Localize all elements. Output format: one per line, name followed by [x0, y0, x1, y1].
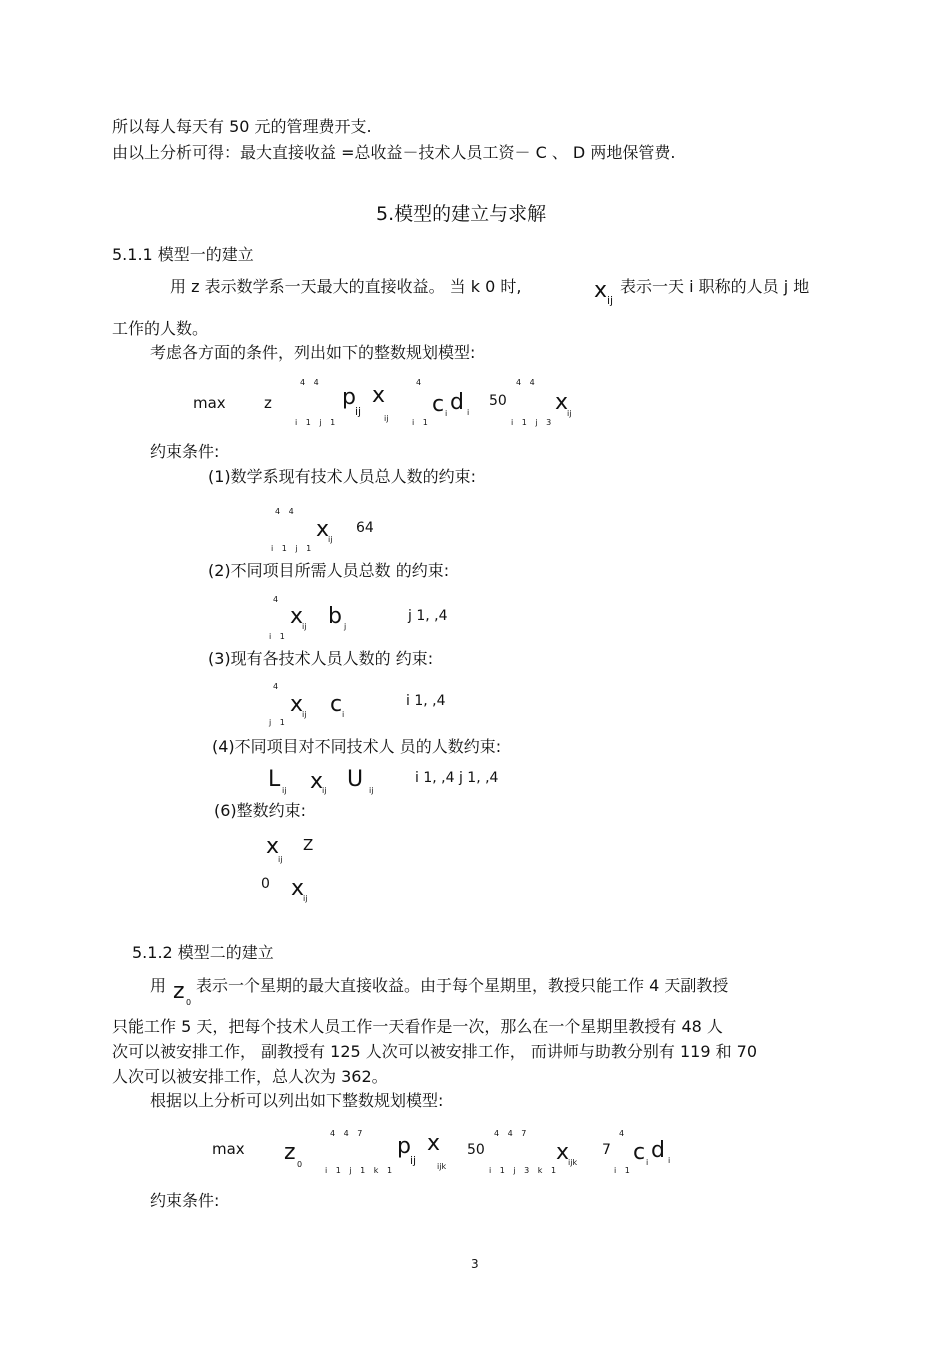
c3-x: x [290, 692, 304, 717]
obj2-d-sub: i [668, 1156, 671, 1165]
c4-U-sub: ij [369, 786, 374, 795]
c3-label: (3)现有各技术人员人数的 约束: [208, 649, 434, 668]
model2-para5: 根据以上分析可以列出如下整数规划模型: [150, 1091, 444, 1110]
model2-para4: 人次可以被安排工作，总人次为 362。 [112, 1067, 388, 1086]
obj2-z: z [284, 1140, 296, 1165]
obj2-d: d [651, 1138, 665, 1163]
obj1-sum2-upper: 4 [416, 378, 425, 387]
obj1-p: p [342, 385, 356, 410]
c3-sum-lower: j 1 [269, 718, 288, 727]
model2-para1-a: 用 [150, 976, 167, 995]
obj1-z: z [264, 394, 272, 412]
c1-sum-upper: 4 4 [275, 507, 297, 516]
model1-para2: 考虑各方面的条件，列出如下的整数规划模型: [150, 343, 476, 362]
model1-para1-a: 用 z 表示数学系一天最大的直接收益。 当 k 0 时, [170, 277, 522, 296]
c2-x: x [290, 604, 304, 629]
obj2-max: max [212, 1140, 245, 1158]
model2-z0-sub: 0 [186, 998, 192, 1007]
c4-label: (4)不同项目对不同技术人 员的人数约束: [212, 737, 502, 756]
c6-Z: Z [303, 836, 314, 854]
c2-label-text: (2)不同项目所需人员总数 的约束: [208, 561, 450, 580]
obj1-d: d [450, 390, 464, 415]
obj1-c-sub: i [445, 409, 448, 418]
obj1-sum1-upper: 4 4 [300, 378, 322, 387]
model1-para1-b: 表示一天 i 职称的人员 j 地 [620, 277, 810, 296]
c4-L-sub: ij [282, 786, 287, 795]
model2-para3: 次可以被安排工作， 副教授有 125 人次可以被安排工作， 而讲师与助教分别有 119 和 70 [112, 1042, 758, 1061]
obj1-fifty: 50 [489, 393, 507, 409]
obj1-x-sub: ij [384, 414, 389, 423]
c4-U: U [347, 767, 364, 792]
obj2-sum1-lower: i 1 j 1 k 1 [325, 1166, 396, 1175]
c1-label: (1)数学系现有技术人员总人数的约束: [208, 467, 477, 486]
c3-range: i 1, ,4 [406, 693, 446, 709]
obj2-seven: 7 [602, 1142, 611, 1158]
c2-b: b [328, 604, 342, 629]
model2-para2: 只能工作 5 天，把每个技术人员工作一天看作是一次，那么在一个星期里教授有 48 人 [112, 1017, 723, 1036]
c6-x: x [266, 834, 280, 859]
c4-L: L [268, 767, 281, 792]
obj1-p-sub: ij [355, 405, 362, 418]
model2-para1-b: 表示一个星期的最大直接收益。由于每个星期里，教授只能工作 4 天副教授 [196, 976, 729, 995]
intro-line-2: 由以上分析可得：最大直接收益 =总收益－技术人员工资－ C 、 D 两地保管费. [112, 143, 676, 162]
obj2-p: p [397, 1134, 411, 1159]
obj1-sum2-lower: i 1 [412, 418, 431, 427]
obj2-c-sub: i [646, 1158, 649, 1167]
c1-x: x [316, 517, 330, 542]
obj2-c: c [633, 1140, 646, 1165]
obj2-fifty: 50 [467, 1142, 485, 1158]
obj1-max: max [193, 394, 226, 412]
c6-label: (6)整数约束: [214, 801, 307, 820]
obj2-x2: x [556, 1140, 570, 1165]
c6-x2-sub: ij [303, 894, 308, 903]
obj1-sum3-lower: i 1 j 3 [511, 418, 555, 427]
c3-c-sub: i [342, 710, 345, 719]
model1-para1-x: x [594, 278, 608, 303]
c2-x-sub: ij [302, 622, 307, 631]
obj2-sum2-lower: i 1 j 3 k 1 [489, 1166, 560, 1175]
c3-sum-upper: 4 [273, 682, 282, 691]
c2-sum-upper: 4 [273, 595, 282, 604]
obj1-sum1-lower: i 1 j 1 [295, 418, 339, 427]
model2-constraints-label: 约束条件: [150, 1191, 220, 1210]
c6-x-sub: ij [278, 855, 283, 864]
obj2-x-sub: ijk [437, 1162, 447, 1171]
obj1-d-sub: i [467, 408, 470, 417]
c6-x2: x [291, 876, 305, 901]
c1-rhs: 64 [356, 520, 374, 536]
model1-constraints-label: 约束条件: [150, 442, 220, 461]
obj1-x: x [372, 383, 386, 408]
c2-b-sub: j [344, 622, 347, 631]
obj2-sum3-lower: i 1 [614, 1166, 633, 1175]
obj1-sum3-upper: 4 4 [516, 378, 538, 387]
obj2-z-sub: 0 [297, 1160, 303, 1169]
model1-para1-x-sub: ij [607, 294, 614, 307]
c4-x-sub: ij [322, 786, 327, 795]
section-title: 5.模型的建立与求解 [376, 203, 547, 225]
obj2-sum2-upper: 4 4 7 [494, 1129, 530, 1138]
c4-x: x [310, 769, 324, 794]
obj2-sum3-upper: 4 [619, 1129, 628, 1138]
c1-sum-lower: i 1 j 1 [271, 544, 315, 553]
model1-para1-c: 工作的人数。 [112, 319, 209, 338]
obj2-x2-sub: ijk [568, 1158, 578, 1167]
model1-heading: 5.1.1 模型一的建立 [112, 245, 254, 264]
c2-sum-lower: i 1 [269, 632, 288, 641]
c3-x-sub: ij [302, 710, 307, 719]
obj1-x2: x [555, 390, 569, 415]
page-number: 3 [471, 1257, 479, 1271]
obj2-p-sub: ij [410, 1154, 417, 1167]
intro-line-1: 所以每人每天有 50 元的管理费开支. [112, 117, 372, 136]
model2-heading: 5.1.2 模型二的建立 [132, 943, 274, 962]
c2-range: j 1, ,4 [408, 608, 448, 624]
obj1-c: c [432, 392, 445, 417]
obj1-x2-sub: ij [567, 409, 572, 418]
c6-zero: 0 [261, 876, 270, 892]
c4-range: i 1, ,4 j 1, ,4 [415, 770, 499, 786]
c3-c: c [330, 692, 343, 717]
obj2-sum1-upper: 4 4 7 [330, 1129, 366, 1138]
c1-x-sub: ij [328, 535, 333, 544]
obj2-x: x [427, 1131, 441, 1156]
model2-z0: z [173, 979, 185, 1004]
